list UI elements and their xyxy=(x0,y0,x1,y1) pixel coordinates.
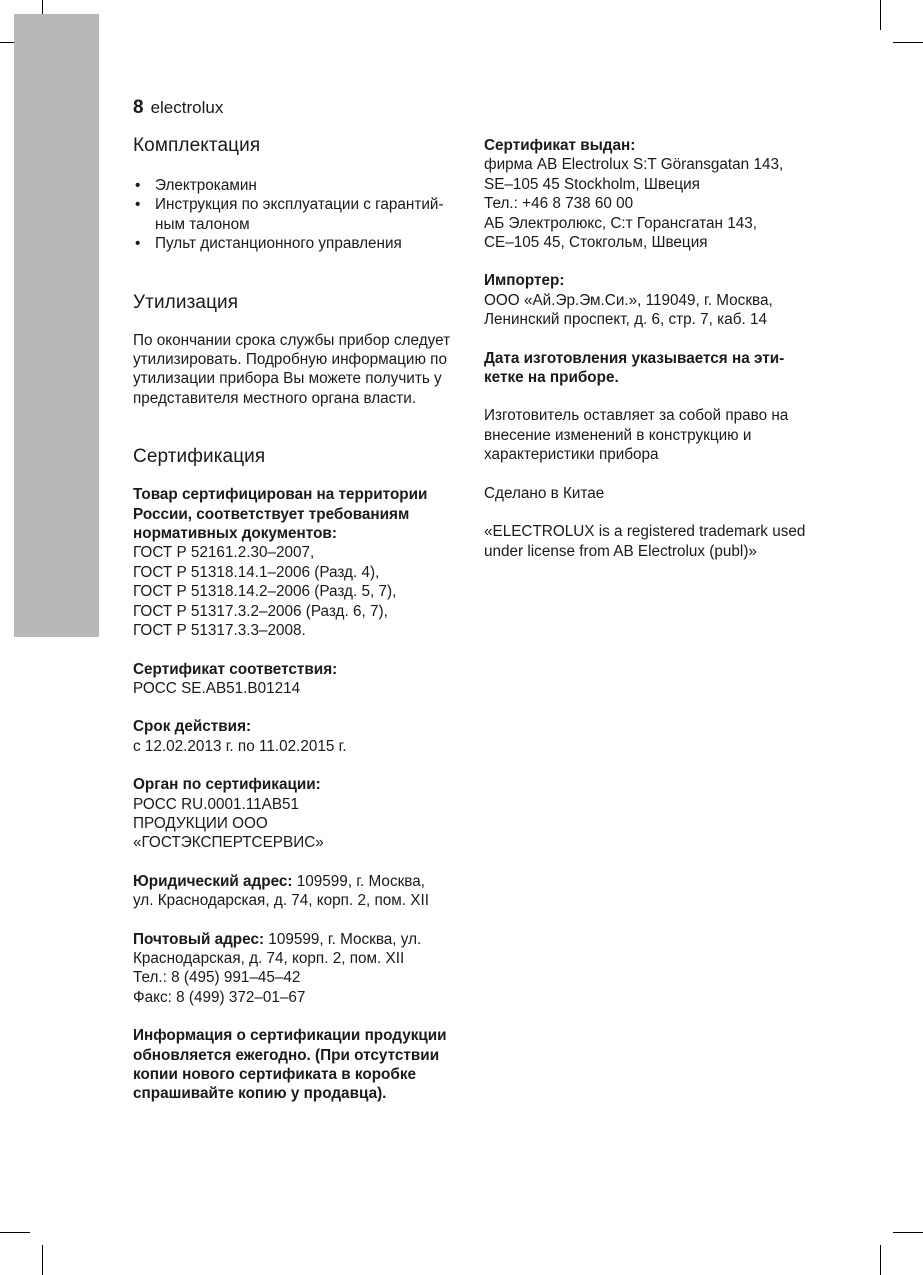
left-column xyxy=(133,134,468,1104)
disposal-text: По окончании срока службы прибор следует утилизировать. Подробную информацию по утилизации прибора Вы можете получить у представителя местного органа власти. xyxy=(133,331,451,407)
brand-name: electrolux xyxy=(150,98,224,117)
page-header xyxy=(133,96,223,120)
certificate-value: РОСС SE.AB51.B01214 xyxy=(133,679,301,697)
side-color-bar xyxy=(14,14,99,637)
issued-line: SE–105 45 Stockholm, Швеция xyxy=(484,175,700,193)
crop-mark xyxy=(0,1232,30,1233)
cert-body-line: «ГОСТЭКСПЕРТСЕРВИС» xyxy=(133,834,324,852)
kit-item: • Электрокамин xyxy=(133,176,468,195)
kit-list xyxy=(133,176,468,254)
right-column xyxy=(484,136,824,561)
issued-section xyxy=(484,136,824,252)
cert-body-label: Орган по сертификации: xyxy=(133,776,321,794)
legal-address-line: ул. Краснодарская, д. 74, корп. 2, пом. XII xyxy=(133,892,429,910)
standard-line: ГОСТ Р 51318.14.1–2006 (Разд. 4), xyxy=(133,563,380,581)
issued-line: СЕ–105 45, Стокгольм, Швеция xyxy=(484,234,708,252)
disposal-title: Утилизация xyxy=(133,291,239,313)
legal-address xyxy=(133,872,468,891)
kit-item: • Пульт дистанционного управления xyxy=(133,234,468,253)
issued-label: Сертификат выдан: xyxy=(484,137,636,154)
certificate-label: Сертификат соответствия: xyxy=(133,660,338,678)
manufacture-date-note: Дата изготовления указывается на эти-кетке на приборе. xyxy=(484,349,785,387)
page-number: 8 xyxy=(133,97,144,118)
made-in: Сделано в Китае xyxy=(484,484,605,502)
kit-section xyxy=(133,134,468,254)
postal-address-label: Почтовый адрес: xyxy=(133,930,265,948)
validity-label: Срок действия: xyxy=(133,718,252,736)
postal-address-line: 109599, г. Москва, ул. xyxy=(264,930,422,948)
standard-line: ГОСТ Р 51317.3.3–2008. xyxy=(133,622,306,640)
phone-line: Тел.: 8 (495) 991–45–42 xyxy=(133,969,301,987)
issued-line: АБ Электролюкс, С:т Горансгатан 143, xyxy=(484,214,758,232)
certification-heading: Товар сертифицирован на территории России, соответствует требованиям нормативных документов: xyxy=(133,486,428,543)
crop-mark xyxy=(880,1245,881,1275)
standard-line: ГОСТ Р 51317.3.2–2006 (Разд. 6, 7), xyxy=(133,602,388,620)
certification-notice: Информация о сертификации продукции обновляется ежегодно. (При отсутствии копии нового сертификата в коробке спрашивайте копию у продавца). xyxy=(133,1027,447,1103)
validity-value: с 12.02.2013 г. по 11.02.2015 г. xyxy=(133,737,347,755)
cert-body-line: ПРОДУКЦИИ ООО xyxy=(133,814,268,832)
issued-line: Тел.: +46 8 738 60 00 xyxy=(484,195,634,213)
certification-section xyxy=(133,445,468,1104)
certification-title: Сертификация xyxy=(133,446,266,468)
crop-mark xyxy=(893,1232,923,1233)
crop-mark xyxy=(893,42,923,43)
issued-line: фирма AB Electrolux S:T Göransgatan 143, xyxy=(484,156,784,174)
trademark-notice: «ELECTROLUX is a registered trademark used under license from AB Electrolux (publ)» xyxy=(484,523,806,560)
kit-item: • Инструкция по эксплуатации с гарантий-ным талоном xyxy=(133,195,455,234)
postal-address-line: Краснодарская, д. 74, корп. 2, пом. XII xyxy=(133,949,405,967)
disposal-section xyxy=(133,291,468,409)
crop-mark xyxy=(880,0,881,30)
importer-label: Импортер: xyxy=(484,272,565,290)
postal-address xyxy=(133,930,468,949)
rights-notice: Изготовитель оставляет за собой право на внесение изменений в конструкцию и характеристики прибора xyxy=(484,407,789,464)
crop-mark xyxy=(42,1245,43,1275)
fax-line: Факс: 8 (499) 372–01–67 xyxy=(133,988,306,1006)
importer-line: Ленинский проспект, д. 6, стр. 7, каб. 14 xyxy=(484,311,767,329)
standard-line: ГОСТ Р 51318.14.2–2006 (Разд. 5, 7), xyxy=(133,583,397,601)
legal-address-label: Юридический адрес: xyxy=(133,872,293,890)
importer-line: ООО «Ай.Эр.Эм.Си.», 119049, г. Москва, xyxy=(484,291,773,309)
cert-body-line: РОСС RU.0001.11АВ51 xyxy=(133,795,300,813)
kit-title: Комплектация xyxy=(133,135,261,156)
importer-section xyxy=(484,271,824,329)
legal-address-line: 109599, г. Москва, xyxy=(292,872,425,890)
standard-line: ГОСТ Р 52161.2.30–2007, xyxy=(133,544,315,562)
